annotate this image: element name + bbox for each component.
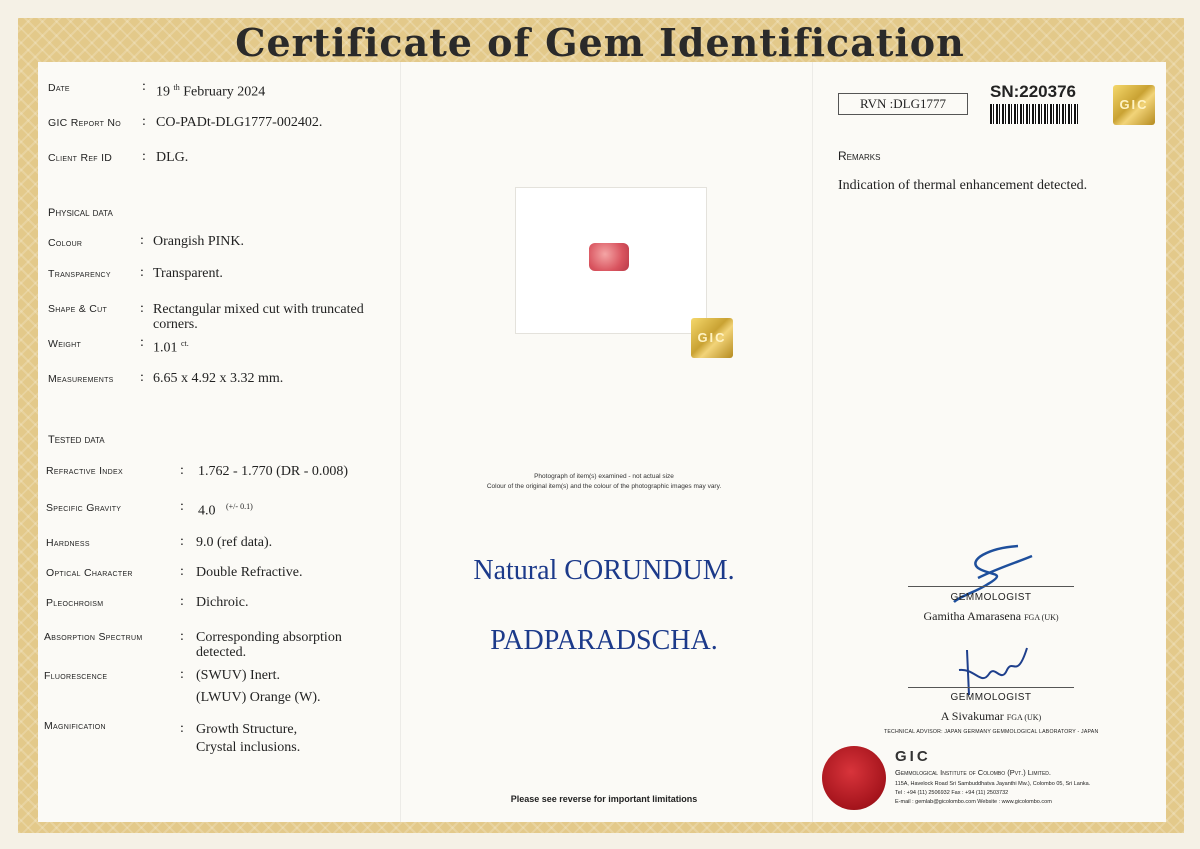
shape-value: Rectangular mixed cut with truncated corners. [153, 302, 364, 332]
signature-2-caption: GEMMOLOGIST [950, 692, 1032, 703]
tested-heading: Tested data [48, 434, 105, 446]
sg-label: Specific Gravity [46, 502, 122, 514]
measurements-label: Measurements [48, 373, 114, 385]
mag-value-1: Growth Structure, [196, 722, 298, 737]
wax-seal-icon [822, 746, 886, 810]
optical-label: Optical Character [46, 567, 133, 579]
signature-line-2 [908, 687, 1074, 688]
absorption-label: Absorption Spectrum [44, 631, 143, 643]
signature-1-name: Gamitha Amarasena FGA (UK) [923, 609, 1059, 623]
photo-note-2: Colour of the original item(s) and the colour of the photographic images may vary. [486, 483, 722, 490]
weight-value: 1.01 $^{ct.}$ [153, 339, 189, 356]
photo-note-1: Photograph of item(s) examined - not actual size [534, 473, 674, 480]
certificate-paper [38, 62, 1166, 822]
report-value: CO-PADt-DLG1777-002402. [156, 115, 323, 130]
hologram-sticker: GIC [691, 318, 733, 358]
client-value: DLG. [156, 150, 189, 165]
fluor-value-1: (SWUV) Inert. [196, 668, 280, 683]
signature-2-icon [955, 640, 1035, 700]
mag-label: Magnification [44, 720, 106, 732]
fold-line-left [400, 62, 401, 822]
date-label: Date [48, 82, 70, 94]
hardness-value: 9.0 (ref data). [196, 535, 273, 550]
hologram-sticker-top: GIC [1113, 85, 1155, 125]
measurements-value: 6.65 x 4.92 x 3.32 mm. [153, 371, 284, 386]
transparency-label: Transparency [48, 268, 111, 280]
colour-label: Colour [48, 237, 83, 249]
signature-1-caption: GEMMOLOGIST [950, 592, 1032, 603]
barcode-icon [990, 104, 1078, 124]
absorption-value: Corresponding absorption detected. [196, 630, 342, 660]
serial-number: SN:220376 [990, 82, 1077, 101]
gic-logo: GIC [895, 748, 931, 765]
client-label: Client Ref ID [48, 152, 113, 164]
weight-label: Weight [48, 338, 82, 350]
signature-2-name: A Sivakumar FGA (UK) [940, 709, 1042, 723]
ri-value: 1.762 - 1.770 (DR - 0.008) [198, 464, 349, 479]
certificate-title: Certificate of Gem Identification [235, 20, 965, 65]
hardness-label: Hardness [46, 537, 90, 549]
optical-value: Double Refractive. [196, 565, 303, 580]
fluor-label: Fluorescence [44, 670, 108, 682]
date-value: 19 $^{th}$ February 2024 [156, 83, 266, 100]
sg-value: 4.0 $^{(+/- 0.1)}$ [198, 502, 253, 519]
gem-photo [589, 243, 629, 271]
fold-line-right [812, 62, 813, 822]
rvn-box: RVN :DLG1777 [838, 93, 968, 115]
pleo-label: Pleochroism [46, 597, 104, 609]
remarks-text: Indication of thermal enhancement detected. [838, 178, 1088, 193]
identification-result: Natural CORUNDUM. [473, 555, 735, 586]
limitations-note: Please see reverse for important limitations [510, 794, 698, 804]
technical-advisor: TECHNICAL ADVISOR: JAPAN GERMANY GEMMOLOGICAL LABORATORY - JAPAN [884, 729, 1099, 735]
signature-line-1 [908, 586, 1074, 587]
report-label: GIC Report No [48, 117, 121, 129]
remarks-heading: Remarks [838, 149, 881, 163]
fluor-value-2: (LWUV) Orange (W). [196, 690, 321, 705]
ri-label: Refractive Index [46, 465, 123, 477]
colour-value: Orangish PINK. [153, 234, 244, 249]
physical-heading: Physical data [48, 207, 113, 219]
mag-value-2: Crystal inclusions. [196, 740, 301, 755]
transparency-value: Transparent. [153, 266, 223, 281]
institute-name: Gemmological Institute of Colombo (Pvt.) Limited. [895, 768, 1051, 777]
institute-address: 115A, Havelock Road Sri Sambuddhatva Jayanthi Mw.), Colombo 05, Sri Lanka. Tel : +94 (11) 2506932 Fax : +94 (11) 2503732 E-mail : gemlab@gicolombo.com Website : www.gicolombo.com [895, 781, 1091, 805]
shape-label: Shape & Cut [48, 303, 108, 315]
variety-result: PADPARADSCHA. [490, 625, 718, 656]
pleo-value: Dichroic. [196, 595, 249, 610]
